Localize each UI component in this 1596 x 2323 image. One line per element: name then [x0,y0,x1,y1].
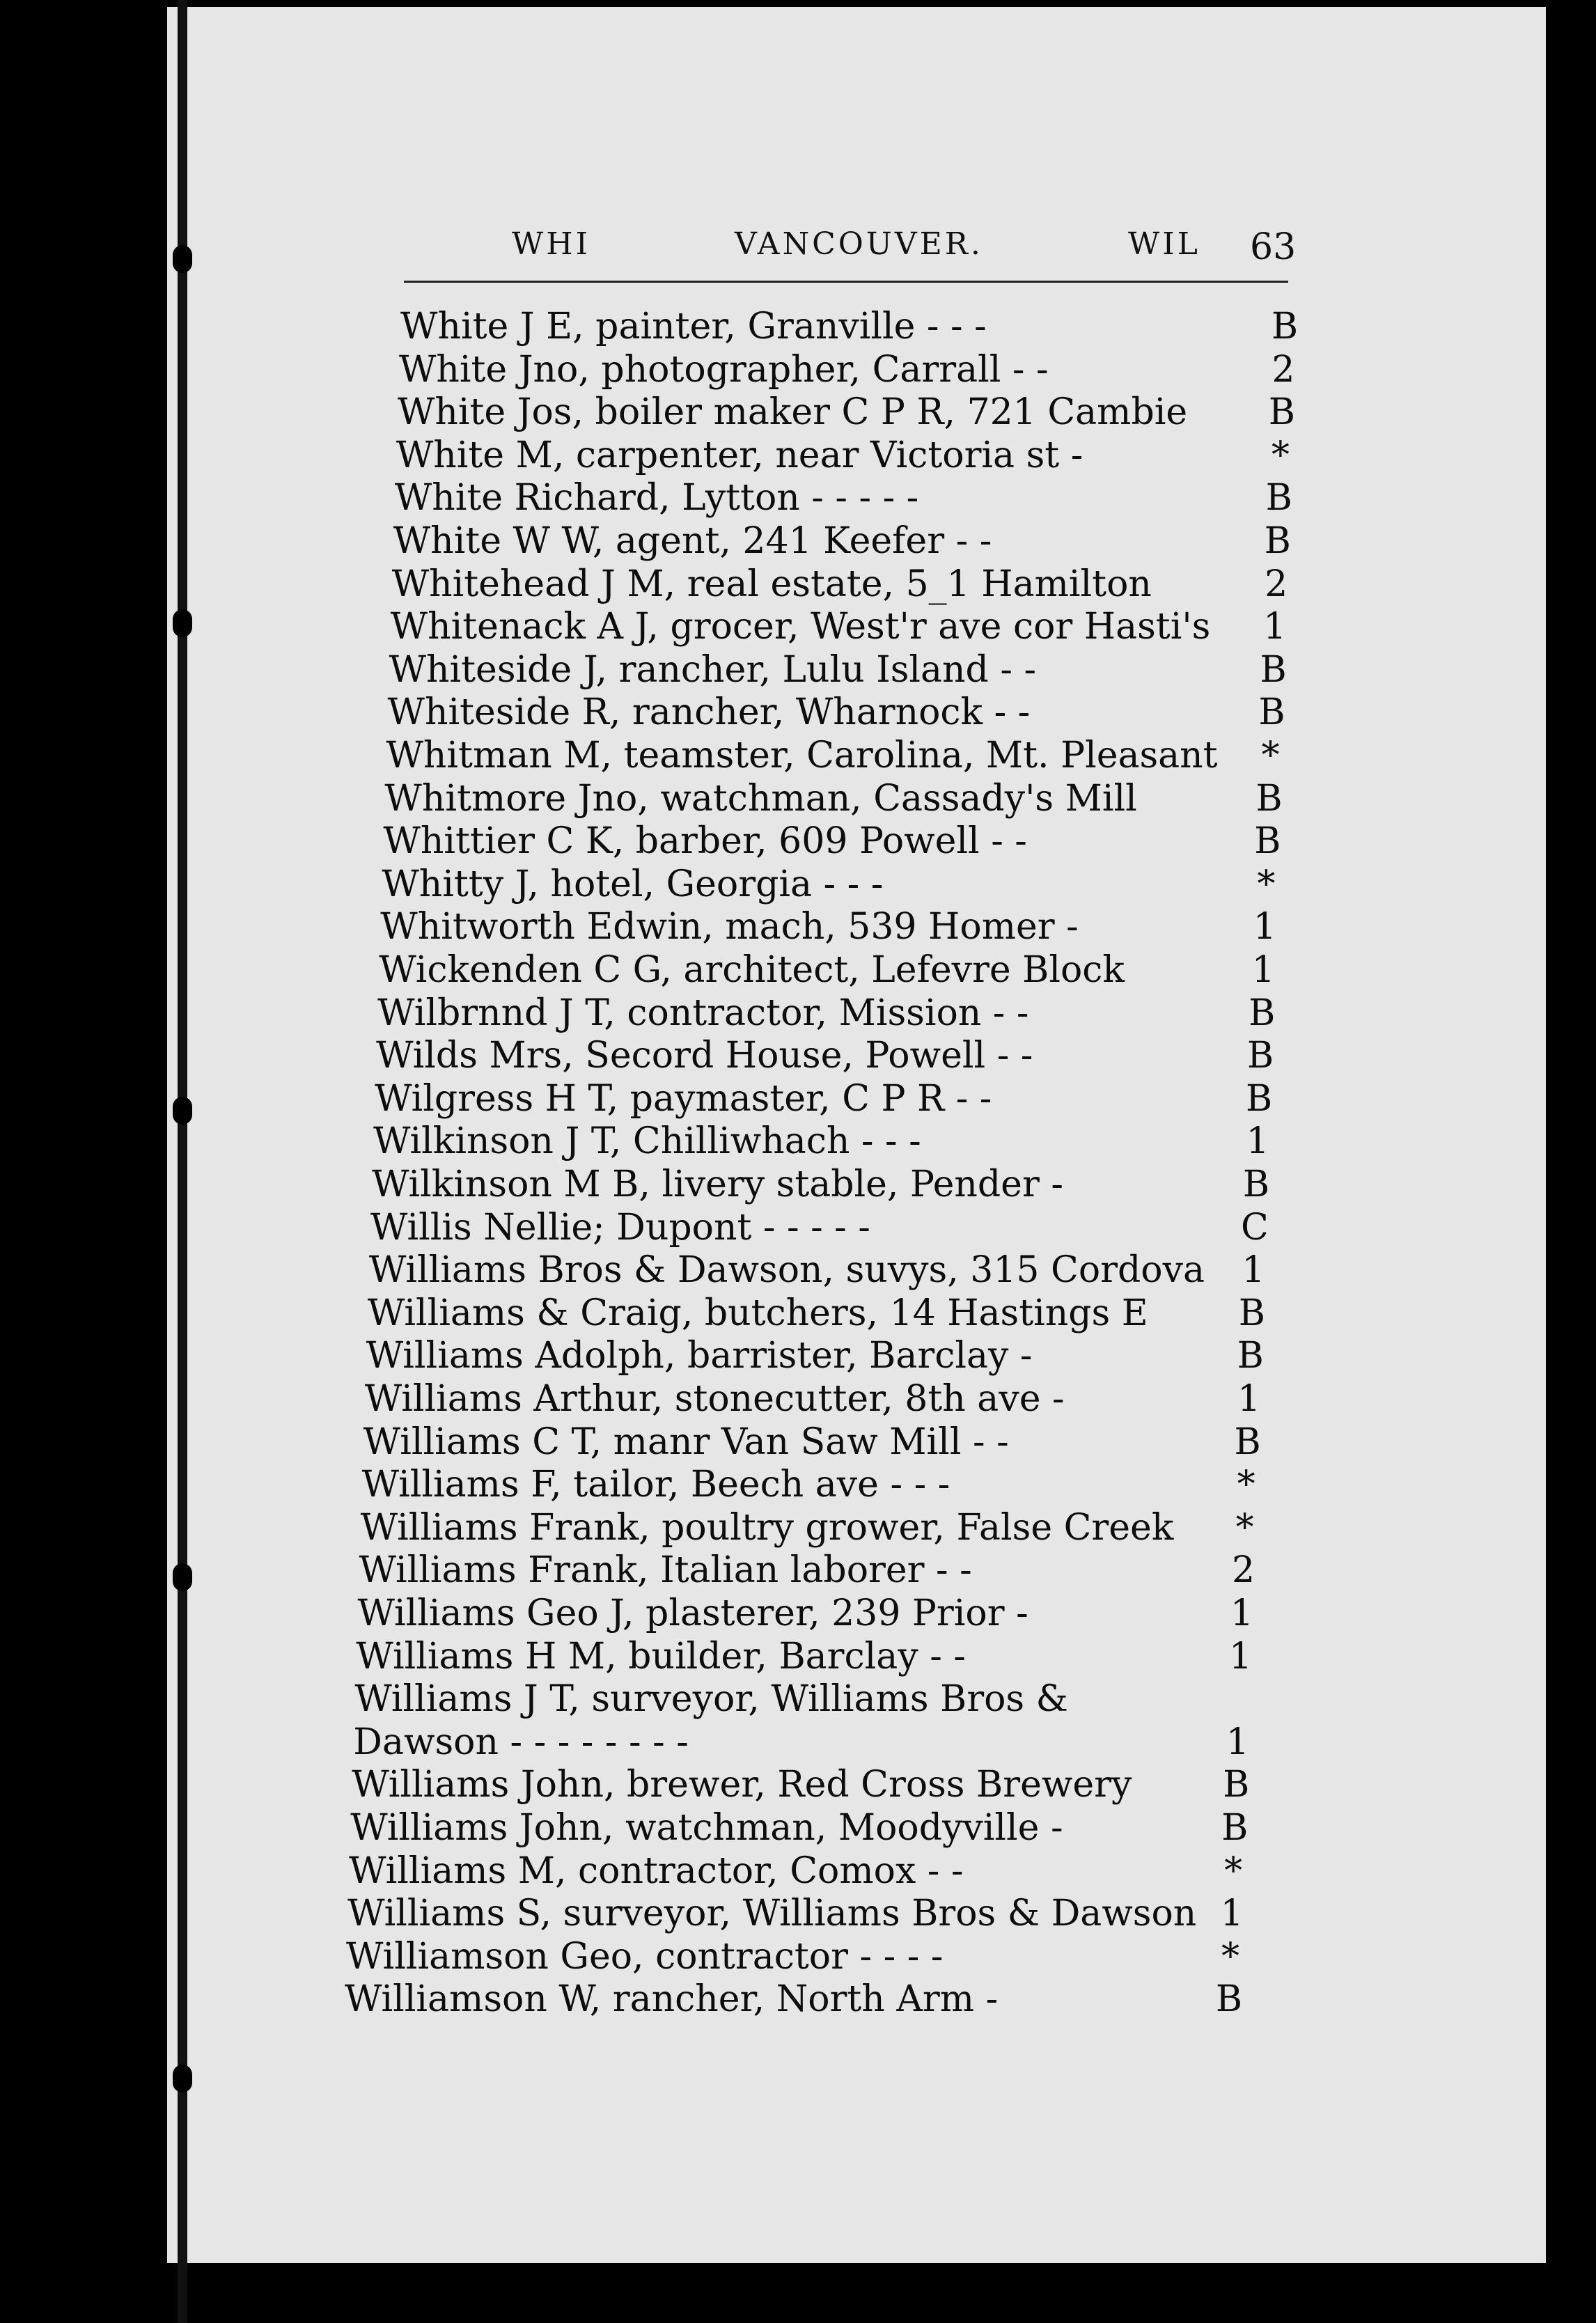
entry-code: B [1258,691,1285,734]
directory-entry [352,1763,1257,1806]
entry-text: Wilgress H T, paymaster, C P R - - [375,1077,992,1120]
entry-text: Williams S, surveyor, Williams Bros & Dawson [347,1893,1197,1935]
entry-text: Williams Adolph, barrister, Barclay - [366,1335,1033,1377]
directory-entry [388,691,1293,734]
directory-entry [395,476,1300,519]
entry-code: B [1255,777,1283,820]
directory-entry [361,1506,1266,1549]
entry-text: Williams C T, manr Van Saw Mill - - [363,1421,1009,1463]
entry-code: 2 [1272,348,1295,391]
entry-code: 1 [1263,606,1287,648]
entry-text: Williams Frank, Italian laborer - - [359,1549,972,1592]
entry-text: White Jos, boiler maker C P R, 721 Cambie [397,391,1188,434]
entry-code: * [1271,434,1290,476]
entry-code: B [1265,477,1292,519]
directory-entry [368,1292,1273,1335]
entry-text: White Richard, Lytton - - - - - [394,477,919,519]
directory-entry [365,1377,1270,1421]
directory-entry [384,777,1290,820]
header-left-guide: WHI [512,226,590,262]
header-right-guide: WIL [1128,226,1200,262]
entry-code: B [1254,820,1281,863]
entry-code: B [1260,648,1287,691]
directory-entry [383,820,1288,863]
entry-code: B [1242,1164,1270,1205]
header-title: VANCOUVER. [735,226,983,262]
directory-entry [359,1549,1265,1592]
directory-entry [350,1806,1255,1849]
entry-code: 1 [1237,1378,1261,1420]
directory-entry [379,948,1284,992]
entry-text: Wickenden C G, architect, Lefevre Block [379,949,1125,991]
directory-entry [356,1635,1261,1678]
entry-text: Willis Nellie; Dupont - - - - - [370,1206,870,1249]
entry-text: Williams M, contractor, Comox - - [349,1849,964,1892]
directory-entry [362,1463,1267,1506]
entry-text: Williamson Geo, contractor - - - - [346,1935,944,1978]
entry-code: B [1268,391,1295,434]
directory-entry [380,905,1285,948]
directory-entry [363,1421,1269,1464]
entry-text: Wilkinson M B, livery stable, Pender - [371,1164,1063,1205]
directory-entry [353,1721,1258,1764]
directory-entry [393,519,1299,563]
entry-code: B [1238,1292,1265,1334]
directory-entry [396,434,1301,477]
directory-entry [354,1677,1260,1721]
entry-code: B [1234,1421,1261,1463]
entry-code: B [1221,1807,1249,1849]
entry-text: Williams F, tailor, Beech ave - - - [361,1464,950,1506]
directory-entry [372,1163,1277,1206]
entry-code: 1 [1251,949,1275,991]
entry-text: Williams Frank, poultry grower, False Creek [360,1506,1174,1549]
entry-text: Whiteside J, rancher, Lulu Island - - [389,648,1037,691]
entry-text: Wilds Mrs, Secord House, Powell - - [376,1035,1033,1077]
directory-entry [392,563,1297,606]
entry-text: Williams John, watchman, Moodyville - [350,1807,1063,1849]
directory-entry [389,648,1294,691]
entry-text: White W W, agent, 241 Keefer - - [393,520,992,562]
entry-text: Williamson W, rancher, North Arm - [345,1978,999,2021]
entry-code: 1 [1246,1120,1269,1163]
entry-code: * [1224,1849,1243,1892]
entry-code: * [1257,863,1276,905]
entry-text: Whitworth Edwin, mach, 539 Homer - [380,906,1079,948]
entry-code: 2 [1231,1549,1255,1592]
directory-entry [376,1034,1281,1077]
entry-text: White Jno, photographer, Carrall - - [398,348,1049,391]
entry-code: B [1247,1035,1274,1077]
entry-text: Williams John, brewer, Red Cross Brewery [352,1764,1132,1806]
entry-code: 1 [1242,1249,1265,1292]
directory-entry [349,1849,1254,1893]
page-number: 63 [1250,226,1297,268]
entry-text: Williams & Craig, butchers, 14 Hastings E [367,1292,1148,1334]
directory-entry [399,348,1304,391]
entry-code: C [1241,1206,1269,1249]
entry-text: Whitenack A J, grocer, West'r ave cor Hasti's [390,606,1211,648]
entry-code: B [1237,1335,1264,1377]
entry-code: B [1271,306,1299,347]
directory-entry [369,1249,1274,1292]
directory-entry [345,1978,1250,2021]
directory-entry [386,734,1291,777]
directory-entry [347,1892,1253,1935]
entry-text: Whiteside R, rancher, Wharnock - - [387,691,1031,734]
entry-text: Williams Arthur, stonecutter, 8th ave - [364,1378,1065,1420]
entry-code: B [1245,1077,1273,1120]
directory-entry [375,1077,1280,1120]
entry-code: 1 [1220,1893,1244,1935]
entry-text: Whitty J, hotel, Georgia - - - [382,863,884,905]
entry-code: B [1249,992,1276,1034]
directory-entry [373,1120,1278,1163]
directory-entry [398,391,1303,434]
directory-entry [370,1206,1276,1249]
entry-code: 2 [1265,563,1288,605]
entry-code: 1 [1228,1635,1252,1677]
entry-text: Whitman M, teamster, Carolina, Mt. Pleasant [386,735,1218,776]
entry-code: B [1264,520,1291,562]
entry-text: Williams Bros & Dawson, suvys, 315 Cordova [368,1249,1205,1292]
directory-entry [382,863,1287,906]
directory-entry [346,1935,1251,1978]
entry-text: Whitehead J M, real estate, 5_1 Hamilton [391,563,1152,605]
entry-code: * [1261,735,1280,776]
directory-entry [377,992,1283,1035]
directory-entry [400,305,1306,348]
entry-text: White J E, painter, Granville - - - [400,306,987,347]
entry-code: 1 [1230,1593,1253,1634]
entry-code: * [1235,1506,1254,1549]
entry-text: Wilbrnnd J T, contractor, Mission - - [377,992,1029,1034]
entry-code: B [1215,1978,1243,2021]
entry-text: White M, carpenter, near Victoria st - [396,434,1083,476]
directory-entry [391,605,1296,648]
entry-code: 1 [1253,906,1276,948]
entry-text: Whitmore Jno, watchman, Cassady's Mill [384,777,1137,820]
entry-text: Whittier C K, barber, 609 Powell - - [383,820,1027,863]
entry-text: Wilkinson J T, Chilliwhach - - - [373,1120,921,1163]
entry-code: B [1223,1764,1250,1806]
entry-code: 1 [1226,1721,1249,1763]
directory-entry [366,1334,1272,1377]
entry-text: Dawson - - - - - - - - [353,1721,689,1763]
entry-text: Williams Geo J, plasterer, 239 Prior - [357,1593,1028,1634]
entry-text: Williams J T, surveyor, Williams Bros & [354,1678,1068,1721]
entry-code: * [1221,1935,1240,1978]
entry-code: * [1237,1464,1255,1506]
entry-text: Williams H M, builder, Barclay - - [356,1635,966,1677]
directory-entry [357,1592,1262,1635]
